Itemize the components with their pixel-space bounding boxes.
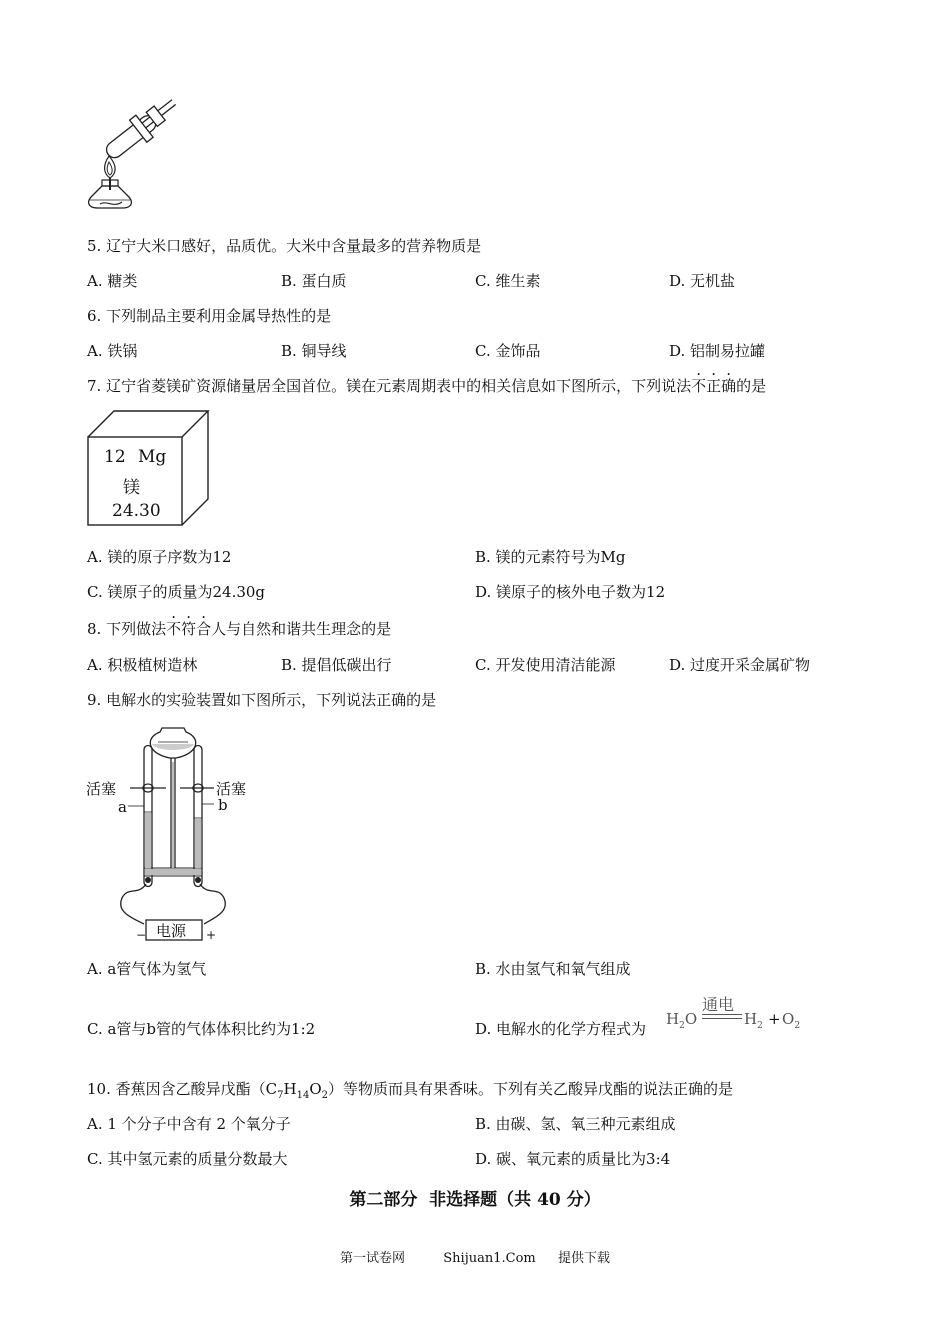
- q8-option-b: B. 提倡低碳出行: [281, 656, 392, 674]
- left-valve-label: 活塞: [86, 780, 117, 798]
- heating-test-tube-figure: [82, 96, 192, 211]
- q7-option-b: B. 镁的元素符号为Mg: [475, 548, 626, 566]
- magnesium-element-box: [86, 409, 210, 527]
- equation-product-oxygen: $O_2$: [782, 1010, 801, 1031]
- q8-option-a: A. 积极植树造林: [87, 656, 198, 674]
- equation-reactant: $H_2O$: [666, 1010, 698, 1031]
- right-valve-label: 活塞: [216, 780, 247, 798]
- element-number: 12: [104, 447, 126, 467]
- question-7-stem: 7. 辽宁省菱镁矿资源储量居全国首位。镁在元素周期表中的相关信息如下图所示，下列说法不正确的是: [87, 377, 767, 395]
- q6-option-c: C. 金饰品: [475, 342, 541, 360]
- q8-option-d: D. 过度开采金属矿物: [669, 656, 811, 674]
- section-title: 第二部分 非选择题（共 40 分）: [349, 1190, 601, 1210]
- q8-option-c: C. 开发使用清洁能源: [475, 656, 616, 674]
- positive-terminal-label: +: [206, 928, 217, 942]
- q6-option-a: A. 铁锅: [87, 342, 138, 360]
- equation-condition: 通电: [702, 995, 735, 1014]
- q10-option-c: C. 其中氢元素的质量分数最大: [87, 1150, 288, 1168]
- question-8-stem: 8. 下列做法不符合人与自然和谐共生理念的是: [87, 620, 392, 638]
- page-footer: [0, 1247, 950, 1266]
- negative-terminal-label: −: [136, 928, 147, 942]
- q10-option-b: B. 由碳、氢、氧三种元素组成: [475, 1115, 676, 1133]
- q7-option-a: A. 镁的原子序数为12: [87, 548, 232, 566]
- electrolysis-apparatus-figure: [86, 718, 256, 946]
- electrolysis-equation: [664, 992, 814, 1038]
- question-9-stem: 9. 电解水的实验装置如下图所示，下列说法正确的是: [87, 691, 437, 709]
- tube-a-label: a: [118, 798, 127, 816]
- footer-site: 第一试卷网: [339, 1251, 405, 1266]
- footer-note: 提供下载: [558, 1251, 611, 1266]
- tube-b-label: b: [218, 796, 228, 814]
- equation-bar-bottom: [702, 1018, 742, 1019]
- q9-option-a: A. a管气体为氢气: [87, 960, 207, 978]
- q5-option-c: C. 维生素: [475, 272, 541, 290]
- q10-option-a: A. 1 个分子中含有 2 个氧分子: [87, 1115, 291, 1133]
- q5-option-d: D. 无机盐: [669, 272, 736, 290]
- q10-option-d: D. 碳、氧元素的质量比为3:4: [475, 1150, 671, 1168]
- element-mass: 24.30: [112, 501, 161, 521]
- q9-option-c: C. a管与b管的气体体积比约为1:2: [87, 1020, 316, 1038]
- q9-option-b: B. 水由氢气和氧气组成: [475, 960, 631, 978]
- q7-option-c: C. 镁原子的质量为24.30g: [87, 583, 266, 601]
- q7-option-d: D. 镁原子的核外电子数为12: [475, 583, 666, 601]
- question-10-stem: 10. 香蕉因含乙酸异戊酯$(C_7H_{14}O_2)$等物质而具有果香味。下列有关乙酸异戊酯的说法正确的是: [87, 1080, 734, 1101]
- equation-bar-top: [702, 1014, 742, 1015]
- equation-plus: +: [768, 1010, 781, 1028]
- question-6-stem: 6. 下列制品主要利用金属导热性的是: [87, 307, 332, 325]
- footer-url[interactable]: Shijuan1.Com: [443, 1251, 536, 1266]
- q6-option-d: D. 铝制易拉罐: [669, 342, 766, 360]
- equation-product-hydrogen: $H_2$: [744, 1010, 763, 1031]
- q5-option-b: B. 蛋白质: [281, 272, 347, 290]
- element-name: 镁: [123, 478, 140, 498]
- power-supply-label: 电源: [156, 922, 187, 940]
- q9-option-d: D. 电解水的化学方程式为: [475, 1020, 647, 1038]
- q6-option-b: B. 铜导线: [281, 342, 347, 360]
- q5-option-a: A. 糖类: [87, 272, 138, 290]
- question-5-stem: 5. 辽宁大米口感好，品质优。大米中含量最多的营养物质是: [87, 237, 482, 255]
- element-symbol: Mg: [138, 447, 167, 467]
